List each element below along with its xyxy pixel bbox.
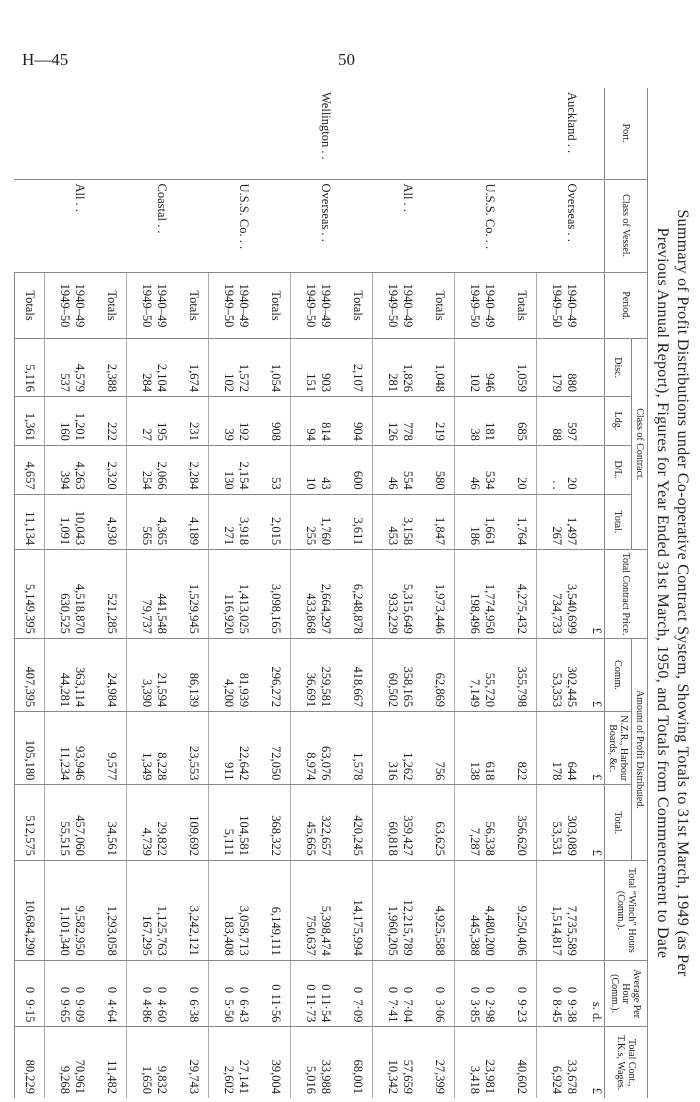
cell-total-dl: 2,320 [97, 445, 127, 494]
header-disc: Disc. [605, 339, 632, 397]
cell-total: 1,760 255 [291, 494, 344, 549]
cell-total-total: 2,015 [261, 494, 291, 549]
cell-total-profit-total: 63,625 [425, 785, 455, 860]
cell-period: 1940–49 1949–50 [45, 272, 98, 339]
cell-total-winch-hours: 6,149,111 [261, 860, 291, 960]
cell-port [343, 88, 373, 179]
cell-period: 1940–49 1949–50 [373, 272, 426, 339]
cell-total-winch-hours: 1,293,058 [97, 860, 127, 960]
cell-nzr: 618 138 [455, 712, 508, 785]
cell-comm: 81,939 4,200 [209, 638, 262, 711]
cell-total-comm: 62,869 [425, 638, 455, 711]
cell-total-cont: 9,832 1,650 [127, 1027, 180, 1098]
cell-vessel: U.S.S. Co. . . [455, 179, 508, 272]
header-profit-total: Total. [605, 785, 632, 860]
cell-totals-label: Totals [425, 272, 455, 339]
cell-vessel [179, 179, 209, 272]
cell-total-nzr: 1,578 [343, 712, 373, 785]
totals-row [97, 88, 127, 1098]
cell-total-avg-per-hour: 0 7·09 [343, 960, 373, 1027]
cell-total: 1,661 186 [455, 494, 508, 549]
cell-winch-hours: 4,480,200 445,388 [455, 860, 508, 960]
cell-disc: 2,104 284 [127, 339, 180, 397]
cell-total-dl: 4,657 [15, 445, 45, 494]
title-line-1: Summary of Profit Distributions under Co-operative Contract System, Showing Totals to 31st March, 1949 (as Per [674, 209, 691, 977]
cell-total-total: 4,189 [179, 494, 209, 549]
header-ldg: Ldg. [605, 397, 632, 446]
cell-total-disc: 5,116 [15, 339, 45, 397]
cell-ldg: 181 38 [455, 397, 508, 446]
cell-profit-total: 56,338 7,287 [455, 785, 508, 860]
cell-total-total: 1,764 [507, 494, 537, 549]
cell-avg-per-hour: 0 9·38 0 8·45 [537, 960, 590, 1027]
cell-nzr: 63,076 8,974 [291, 712, 344, 785]
cell-total-contract-price: 521,285 [97, 550, 127, 639]
cell-total-nzr: 105,180 [15, 712, 45, 785]
header-comm: Comm. [605, 638, 632, 711]
cell-ldg: 195 27 [127, 397, 180, 446]
cell-port [97, 88, 127, 179]
cell-comm: 55,720 7,149 [455, 638, 508, 711]
cell-total: 1,497 267 [537, 494, 590, 549]
cell-avg-per-hour: 0 6·43 0 5·50 [209, 960, 262, 1027]
cell-contract-price: 5,315,649 933,229 [373, 550, 426, 639]
header-nzr: N.Z.R., Harbour Boards, &c. [605, 712, 632, 785]
unit-shillings-pence: s. d. [589, 960, 605, 1027]
cell-total-total-cont: 80,229 [15, 1027, 45, 1098]
cell-total-nzr: 822 [507, 712, 537, 785]
totals-row [425, 88, 455, 1098]
cell-period: 1940–49 1949–50 [209, 272, 262, 339]
table-row [209, 88, 262, 1098]
header-dl: D/L. [605, 445, 632, 494]
cell-dl: 2,154 130 [209, 445, 262, 494]
cell-winch-hours: 7,735,589 1,514,817 [537, 860, 590, 960]
header-port: Port. [605, 88, 648, 179]
cell-total-disc: 1,054 [261, 339, 291, 397]
cell-profit-total: 104,581 5,111 [209, 785, 262, 860]
cell-total-nzr: 23,553 [179, 712, 209, 785]
cell-total-disc: 2,107 [343, 339, 373, 397]
cell-total-contract-price: 6,248,878 [343, 550, 373, 639]
cell-total-nzr: 9,577 [97, 712, 127, 785]
cell-disc: 4,579 537 [45, 339, 98, 397]
cell-nzr: 93,946 11,234 [45, 712, 98, 785]
cell-total: 3,918 271 [209, 494, 262, 549]
cell-total-nzr: 756 [425, 712, 455, 785]
cell-total-dl: 53 [261, 445, 291, 494]
cell-totals-label: Totals [261, 272, 291, 339]
cell-total-cont: 33,988 5,016 [291, 1027, 344, 1098]
cell-winch-hours: 1,125,763 167,295 [127, 860, 180, 960]
cell-total-ldg: 685 [507, 397, 537, 446]
cell-vessel: All . . [45, 179, 98, 272]
cell-total-cont: 33,678 6,924 [537, 1027, 590, 1098]
cell-total-nzr: 72,050 [261, 712, 291, 785]
cell-total-avg-per-hour: 0 9·15 [15, 960, 45, 1027]
cell-total-ldg: 904 [343, 397, 373, 446]
cell-total-comm: 418,667 [343, 638, 373, 711]
cell-port [455, 88, 508, 179]
cell-totals-label: Totals [97, 272, 127, 339]
cell-comm: 302,445 53,353 [537, 638, 590, 711]
table-title [652, 88, 692, 1098]
cell-vessel: Coastal . . [127, 179, 180, 272]
cell-period: 1940–49 1949–50 [455, 272, 508, 339]
cell-total-winch-hours: 9,250,406 [507, 860, 537, 960]
cell-total-dl: 580 [425, 445, 455, 494]
cell-vessel [15, 179, 45, 272]
cell-total-winch-hours: 14,175,994 [343, 860, 373, 960]
header-winch-hours: Total “Winch” Hours (Comm.). [605, 860, 648, 960]
cell-winch-hours: 9,582,950 1,101,340 [45, 860, 98, 960]
cell-nzr: 22,642 911 [209, 712, 262, 785]
cell-total-cont: 27,141 2,602 [209, 1027, 262, 1098]
cell-dl: 20 . . [537, 445, 590, 494]
header-average-per-hour: Average Per Hour (Comm.). [605, 960, 648, 1027]
table-row [45, 88, 98, 1098]
cell-total-avg-per-hour: 0 4·64 [97, 960, 127, 1027]
cell-total-winch-hours: 10,684,290 [15, 860, 45, 960]
totals-row [179, 88, 209, 1098]
cell-vessel [261, 179, 291, 272]
cell-total-disc: 1,059 [507, 339, 537, 397]
page-id: H—45 [22, 50, 69, 69]
cell-port: Auckland . . [565, 92, 579, 154]
cell-total-total-cont: 29,743 [179, 1027, 209, 1098]
cell-comm: 363,114 44,281 [45, 638, 98, 711]
cell-total: 10,043 1,091 [45, 494, 98, 549]
cell-contract-price: 441,548 79,737 [127, 550, 180, 639]
cell-ldg: 192 39 [209, 397, 262, 446]
totals-row [343, 88, 373, 1098]
cell-port [127, 88, 180, 179]
cell-contract-price: 1,774,950 198,496 [455, 550, 508, 639]
cell-total-dl: 2,284 [179, 445, 209, 494]
header-profit-distributed: Amount of Profit Distributed. [632, 638, 648, 860]
page-number: 50 [338, 50, 355, 69]
cell-total-avg-per-hour: 0 9·23 [507, 960, 537, 1027]
cell-total-total: 11,134 [15, 494, 45, 549]
cell-total-comm: 407,395 [15, 638, 45, 711]
cell-total: 4,365 565 [127, 494, 180, 549]
table-row [373, 88, 426, 1098]
cell-total-ldg: 908 [261, 397, 291, 446]
cell-total-disc: 1,048 [425, 339, 455, 397]
cell-total-ldg: 231 [179, 397, 209, 446]
cell-disc: 903 151 [291, 339, 344, 397]
table-row [291, 88, 344, 1098]
cell-vessel [97, 179, 127, 272]
cell-profit-total: 322,657 45,665 [291, 785, 344, 860]
cell-dl: 2,066 254 [127, 445, 180, 494]
cell-total-disc: 2,388 [97, 339, 127, 397]
unit-pound: £ [589, 550, 605, 639]
cell-vessel: U.S.S. Co. . . [209, 179, 262, 272]
cell-totals-label: Totals [507, 272, 537, 339]
cell-ldg: 597 88 [537, 397, 590, 446]
cell-ldg: 814 94 [291, 397, 344, 446]
cell-total-contract-price: 1,973,446 [425, 550, 455, 639]
cell-total-profit-total: 109,692 [179, 785, 209, 860]
cell-winch-hours: 5,398,474 750,637 [291, 860, 344, 960]
cell-total-total: 3,611 [343, 494, 373, 549]
cell-total-contract-price: 5,149,395 [15, 550, 45, 639]
cell-ldg: 1,201 160 [45, 397, 98, 446]
cell-total-total-cont: 68,001 [343, 1027, 373, 1098]
cell-winch-hours: 12,215,789 1,960,205 [373, 860, 426, 960]
units-row [589, 88, 605, 1098]
cell-vessel [507, 179, 537, 272]
cell-period: 1940–49 1949–50 [537, 272, 590, 339]
cell-total-total-cont: 40,602 [507, 1027, 537, 1098]
cell-contract-price: 1,413,025 116,920 [209, 550, 262, 639]
cell-total-contract-price: 1,529,945 [179, 550, 209, 639]
cell-port [45, 88, 98, 179]
cell-avg-per-hour: 0 7·04 0 7·41 [373, 960, 426, 1027]
cell-vessel: Overseas . . [291, 179, 344, 272]
totals-row [261, 88, 291, 1098]
table-row [127, 88, 180, 1098]
cell-total-contract-price: 3,098,165 [261, 550, 291, 639]
cell-comm: 259,581 36,691 [291, 638, 344, 711]
cell-nzr: 1,262 316 [373, 712, 426, 785]
cell-total-ldg: 222 [97, 397, 127, 446]
cell-vessel: All . . [373, 179, 426, 272]
cell-avg-per-hour: 0 2·98 0 3·85 [455, 960, 508, 1027]
cell-total-profit-total: 512,575 [15, 785, 45, 860]
cell-total-cont: 70,961 9,268 [45, 1027, 98, 1098]
cell-disc: 1,572 102 [209, 339, 262, 397]
cell-vessel: Overseas . . [537, 179, 590, 272]
cell-total-cont: 23,981 3,418 [455, 1027, 508, 1098]
cell-total-profit-total: 368,322 [261, 785, 291, 860]
cell-total-comm: 86,139 [179, 638, 209, 711]
cell-total-comm: 355,798 [507, 638, 537, 711]
cell-vessel [425, 179, 455, 272]
cell-avg-per-hour: 0 4·60 0 4·86 [127, 960, 180, 1027]
cell-port [179, 88, 209, 179]
cell-totals-label: Totals [343, 272, 373, 339]
cell-dl: 534 46 [455, 445, 508, 494]
cell-port [507, 88, 537, 179]
header-total-cont: Total Cont., T.K.s, Wages. [605, 1027, 648, 1098]
unit-pound: £ [589, 638, 605, 711]
cell-profit-total: 29,822 4,739 [127, 785, 180, 860]
cell-total-profit-total: 420,245 [343, 785, 373, 860]
cell-nzr: 8,228 1,349 [127, 712, 180, 785]
cell-total-profit-total: 34,561 [97, 785, 127, 860]
rotated-table-panel [20, 88, 692, 1098]
cell-total-ldg: 219 [425, 397, 455, 446]
header-total: Total. [605, 494, 632, 549]
cell-winch-hours: 3,058,713 183,408 [209, 860, 262, 960]
cell-total-total-cont: 39,004 [261, 1027, 291, 1098]
header-period: Period. [605, 272, 648, 339]
cell-nzr: 644 178 [537, 712, 590, 785]
profit-distribution-table [14, 88, 648, 1098]
cell-port [373, 88, 426, 179]
cell-contract-price: 4,518,870 630,525 [45, 550, 98, 639]
cell-dl: 4,263 394 [45, 445, 98, 494]
cell-port [425, 88, 455, 179]
cell-disc: 880 179 [537, 339, 590, 397]
cell-contract-price: 3,540,699 734,733 [537, 550, 590, 639]
cell-ldg: 778 126 [373, 397, 426, 446]
cell-total-profit-total: 356,620 [507, 785, 537, 860]
cell-period: 1940–49 1949–50 [127, 272, 180, 339]
cell-total-avg-per-hour: 0 3·06 [425, 960, 455, 1027]
cell-avg-per-hour: 0 11·54 0 11·73 [291, 960, 344, 1027]
header-class-of-contract: Class of Contract. [632, 339, 648, 550]
cell-total-total-cont: 11,482 [97, 1027, 127, 1098]
cell-total-comm: 24,984 [97, 638, 127, 711]
table-body [15, 88, 605, 1098]
cell-totals-label: Totals [179, 272, 209, 339]
cell-total: 3,158 453 [373, 494, 426, 549]
header-vessel: Class of Vessel. [605, 179, 648, 272]
cell-period: 1940–49 1949–50 [291, 272, 344, 339]
title-line-2: Previous Annual Report), Figures for Year Ended 31st March, 1950, and Totals from Commencement to Date [654, 227, 671, 959]
cell-disc: 946 102 [455, 339, 508, 397]
cell-profit-total: 359,427 60,818 [373, 785, 426, 860]
cell-total-cont: 57,659 10,342 [373, 1027, 426, 1098]
cell-vessel [343, 179, 373, 272]
cell-total-avg-per-hour: 0 11·56 [261, 960, 291, 1027]
cell-port [261, 88, 291, 179]
table-row [455, 88, 508, 1098]
header-contract-price: Total Contract Price. [605, 550, 648, 639]
cell-comm: 358,165 60,502 [373, 638, 426, 711]
cell-port: Wellington . . [319, 92, 333, 160]
cell-dl: 554 46 [373, 445, 426, 494]
cell-disc: 1,826 281 [373, 339, 426, 397]
cell-dl: 43 10 [291, 445, 344, 494]
cell-avg-per-hour: 0 9·09 0 9·65 [45, 960, 98, 1027]
cell-port [209, 88, 262, 179]
totals-row [507, 88, 537, 1098]
unit-pound: £ [589, 712, 605, 785]
cell-total-dl: 600 [343, 445, 373, 494]
cell-total-total: 4,930 [97, 494, 127, 549]
cell-port [15, 88, 45, 179]
cell-totals-label: Totals [15, 272, 45, 339]
unit-pound: £ [589, 1027, 605, 1098]
cell-total-dl: 20 [507, 445, 537, 494]
totals-row [15, 88, 45, 1098]
cell-contract-price: 2,664,297 433,868 [291, 550, 344, 639]
unit-pound: £ [589, 785, 605, 860]
cell-total-ldg: 1,361 [15, 397, 45, 446]
table-row [537, 88, 590, 1098]
cell-profit-total: 303,089 53,531 [537, 785, 590, 860]
cell-total-total: 1,847 [425, 494, 455, 549]
cell-total-disc: 1,674 [179, 339, 209, 397]
cell-total-total-cont: 27,399 [425, 1027, 455, 1098]
cell-comm: 21,594 3,390 [127, 638, 180, 711]
cell-total-winch-hours: 3,242,121 [179, 860, 209, 960]
cell-total-comm: 296,272 [261, 638, 291, 711]
cell-total-winch-hours: 4,925,588 [425, 860, 455, 960]
cell-profit-total: 457,060 55,515 [45, 785, 98, 860]
cell-total-avg-per-hour: 0 6·38 [179, 960, 209, 1027]
cell-total-contract-price: 4,275,432 [507, 550, 537, 639]
